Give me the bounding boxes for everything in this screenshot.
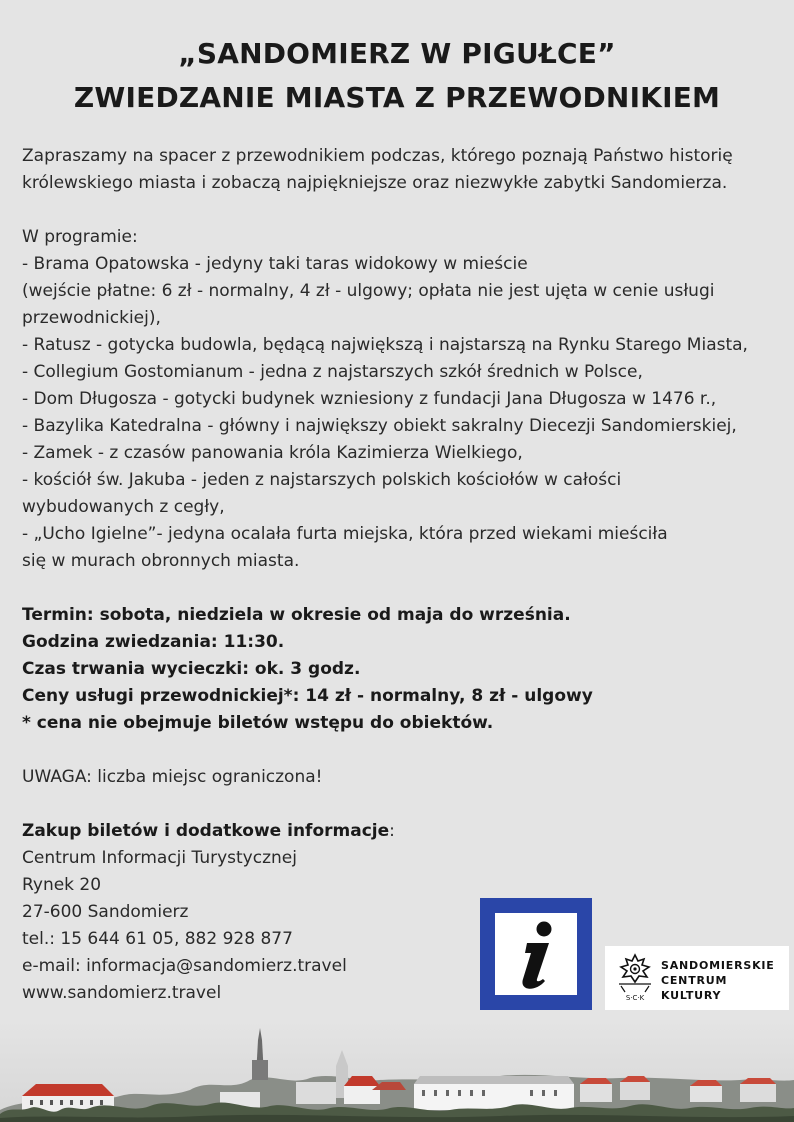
contact-heading-colon: :	[389, 821, 395, 841]
intro-line: królewskiego miasta i zobaczą najpiękniejsze oraz niezwykłe zabytki Sandomierza.	[22, 173, 728, 193]
title-line-2: ZWIEDZANIE MIASTA Z PRZEWODNIKIEM	[73, 81, 721, 114]
logo-line: KULTURY	[661, 989, 722, 1002]
tourist-information-icon	[480, 898, 592, 1010]
info-i-glyph	[501, 917, 571, 991]
program-item: przewodnickiej),	[22, 308, 161, 328]
program-heading: W programie:	[22, 227, 138, 247]
contact-website[interactable]: www.sandomierz.travel	[22, 983, 222, 1003]
logo-line: CENTRUM	[661, 974, 728, 987]
program-item: - Zamek - z czasów panowania króla Kazimierza Wielkiego,	[22, 443, 523, 463]
poster-title	[0, 32, 794, 120]
tour-duration: Czas trwania wycieczki: ok. 3 godz.	[22, 659, 361, 679]
tour-time: Godzina zwiedzania: 11:30.	[22, 632, 285, 652]
tour-date: Termin: sobota, niedziela w okresie od maja do września.	[22, 605, 571, 625]
emblem-letters: S·C·K	[625, 994, 645, 1002]
sandomierz-skyline-image	[0, 1020, 794, 1122]
program-item: wybudowanych z cegły,	[22, 497, 225, 517]
contact-city: 27-600 Sandomierz	[22, 902, 189, 922]
program-item: - Collegium Gostomianum - jedna z najstarszych szkół średnich w Polsce,	[22, 362, 643, 382]
contact-heading-line	[22, 818, 787, 845]
program-item: - Brama Opatowska - jedyny taki taras widokowy w mieście	[22, 254, 528, 274]
sandomierskie-centrum-kultury-emblem	[613, 952, 657, 1004]
intro-line: Zapraszamy na spacer z przewodnikiem podczas, którego poznają Państwo historię	[22, 146, 733, 166]
program-item: - kościół św. Jakuba - jeden z najstarszych polskich kościołów w całości	[22, 470, 622, 490]
program-item: się w murach obronnych miasta.	[22, 551, 300, 571]
notice: UWAGA: liczba miejsc ograniczona!	[22, 767, 323, 787]
poster-body	[22, 143, 787, 1007]
tour-prices: Ceny usługi przewodnickiej*: 14 zł - normalny, 8 zł - ulgowy	[22, 686, 593, 706]
contact-org: Centrum Informacji Turystycznej	[22, 848, 297, 868]
program-item: - Bazylika Katedralna - główny i największy obiekt sakralny Diecezji Sandomierskiej,	[22, 416, 737, 436]
logo-wordmark	[661, 958, 775, 1003]
program-item: - Ratusz - gotycka budowla, będącą największą i najstarszą na Rynku Starego Miasta,	[22, 335, 748, 355]
program-item: (wejście płatne: 6 zł - normalny, 4 zł - ulgowy; opłata nie jest ujęta w cenie usługi	[22, 281, 715, 301]
program-item: - „Ucho Igielne”- jedyna ocalała furta miejska, która przed wiekami mieściła	[22, 524, 668, 544]
program-item: - Dom Długosza - gotycki budynek wzniesiony z fundacji Jana Długosza w 1476 r.,	[22, 389, 717, 409]
sck-logo	[605, 946, 789, 1010]
contact-heading: Zakup biletów i dodatkowe informacje	[22, 821, 390, 841]
title-line-1: „SANDOMIERZ W PIGUŁCE”	[178, 37, 616, 70]
logo-line: SANDOMIERSKIE	[661, 959, 775, 972]
tour-price-note: * cena nie obejmuje biletów wstępu do obiektów.	[22, 713, 494, 733]
contact-email[interactable]: e-mail: informacja@sandomierz.travel	[22, 956, 347, 976]
contact-street: Rynek 20	[22, 875, 102, 895]
contact-phone[interactable]: tel.: 15 644 61 05, 882 928 877	[22, 929, 293, 949]
